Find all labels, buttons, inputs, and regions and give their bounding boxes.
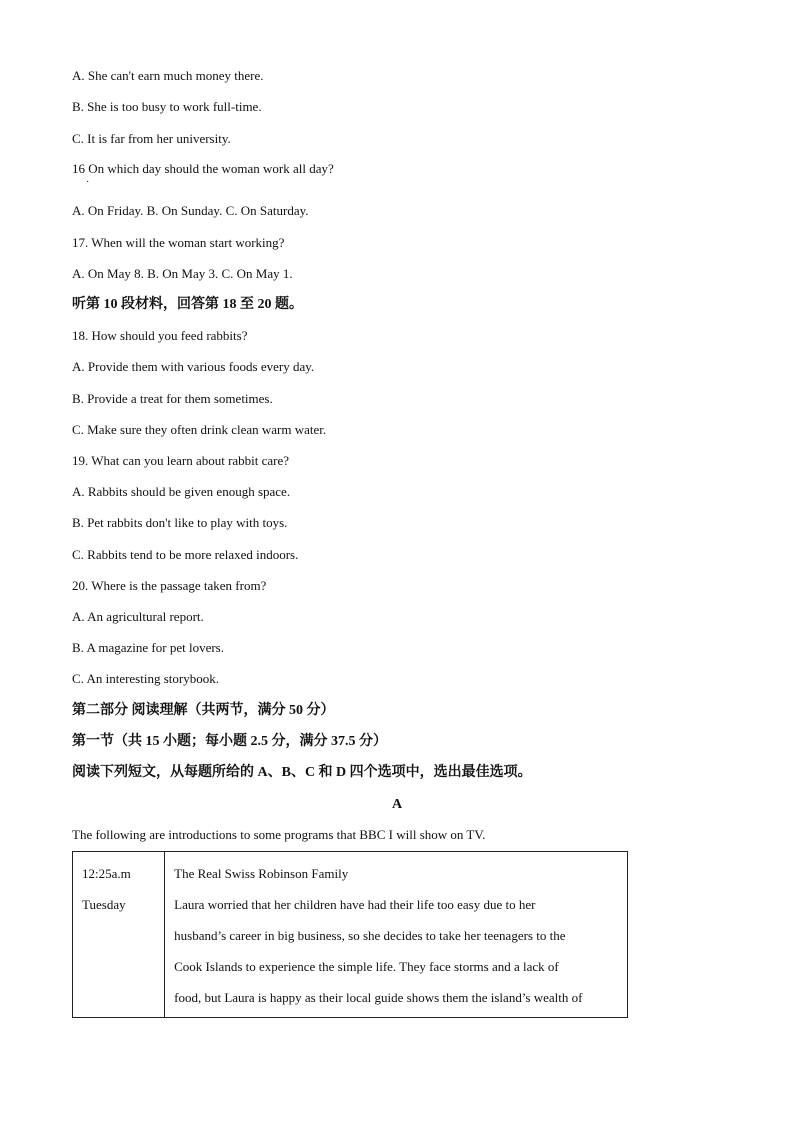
passage-label: A	[391, 797, 403, 812]
program-day: Tuesday	[82, 897, 126, 912]
q18-option-b: B. Provide a treat for them sometimes.	[72, 391, 273, 406]
description-cell	[165, 852, 628, 1018]
table-row	[73, 852, 628, 1018]
program-description-line: food, but Laura is happy as their local guide shows them the island’s wealth of	[174, 990, 583, 1005]
q17-question: 17. When will the woman start working?	[72, 235, 285, 250]
q19-option-b: B. Pet rabbits don't like to play with toys.	[72, 515, 288, 530]
section-one-heading: 第一节（共 15 小题；每小题 2.5 分，满分 37.5 分）	[72, 734, 387, 749]
q20-question: 20. Where is the passage taken from?	[72, 578, 267, 593]
passage-intro: The following are introductions to some programs that BBC I will show on TV.	[72, 827, 486, 842]
program-title: The Real Swiss Robinson Family	[174, 866, 349, 881]
q19-option-a: A. Rabbits should be given enough space.	[72, 484, 291, 499]
program-time: 12:25a.m	[82, 866, 131, 881]
q18-option-c: C. Make sure they often drink clean warm water.	[72, 422, 327, 437]
q19-option-c: C. Rabbits tend to be more relaxed indoors.	[72, 547, 299, 562]
q18-question: 18. How should you feed rabbits?	[72, 328, 248, 343]
q20-option-a: A. An agricultural report.	[72, 609, 204, 624]
q15-option-c: C. It is far from her university.	[72, 131, 231, 146]
q17-options: A. On May 8. B. On May 3. C. On May 1.	[72, 266, 293, 281]
q18-option-a: A. Provide them with various foods every day.	[72, 359, 315, 374]
q15-option-a: A. She can't earn much money there.	[72, 68, 264, 83]
programs-table	[72, 851, 628, 1018]
program-description-line: Cook Islands to experience the simple life. They face storms and a lack of	[174, 959, 559, 974]
section-10-heading: 听第 10 段材料，回答第 18 至 20 题。	[72, 297, 303, 312]
q16-options: A. On Friday. B. On Sunday. C. On Saturday.	[72, 203, 309, 218]
q20-option-c: C. An interesting storybook.	[72, 671, 219, 686]
stray-dot-mark: ·	[86, 177, 90, 188]
program-description-line: husband’s career in big business, so she decides to take her teenagers to the	[174, 928, 566, 943]
reading-instructions: 阅读下列短文，从每题所给的 A、B、C 和 D 四个选项中，选出最佳选项。	[72, 765, 532, 780]
q19-question: 19. What can you learn about rabbit care?	[72, 453, 290, 468]
q16-question: 16 On which day should the woman work all day?	[72, 161, 334, 176]
program-description-line: Laura worried that her children have had their life too easy due to her	[174, 897, 536, 912]
part-two-heading: 第二部分 阅读理解（共两节，满分 50 分）	[72, 703, 335, 718]
q20-option-b: B. A magazine for pet lovers.	[72, 640, 224, 655]
q15-option-b: B. She is too busy to work full-time.	[72, 99, 262, 114]
time-cell	[73, 852, 165, 1018]
